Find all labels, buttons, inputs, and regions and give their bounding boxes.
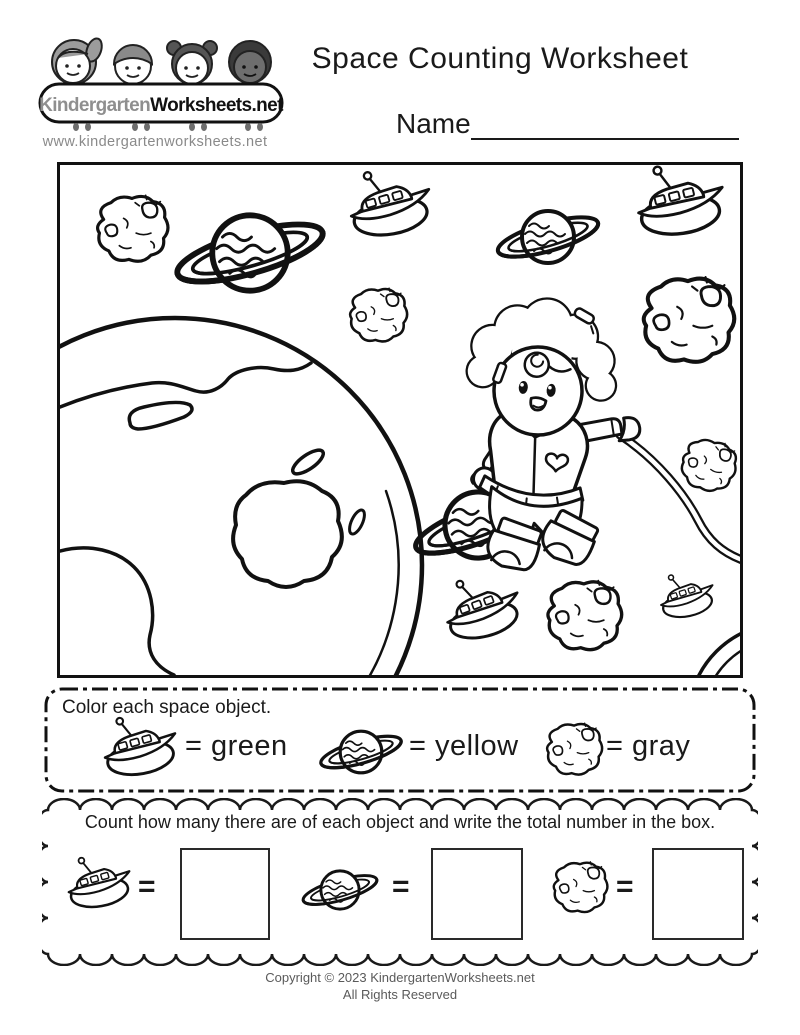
ringed-planet-icon	[294, 856, 386, 924]
color-key-green: = green	[185, 730, 288, 762]
equals-sign: =	[616, 870, 634, 903]
logo-kid-boy2	[229, 41, 271, 83]
ufo-icon	[344, 165, 435, 241]
answer-box-planet[interactable]	[431, 848, 523, 940]
equals-sign: =	[138, 870, 156, 903]
ufo-icon	[438, 568, 525, 645]
website-url: www.kindergartenworksheets.net	[42, 134, 268, 150]
asteroid-icon	[550, 858, 610, 920]
color-key-gray: = gray	[606, 730, 691, 762]
copyright-line1: Copyright © 2023 KindergartenWorksheets.net	[265, 970, 535, 985]
ufo-icon	[655, 567, 718, 621]
space-scene	[60, 165, 740, 675]
name-write-line[interactable]	[471, 108, 739, 140]
logo-feet	[73, 123, 263, 131]
logo-banner-text: KindergartenWorksheets.net	[39, 95, 283, 116]
logo-kid-girl2	[167, 41, 217, 84]
page-title: Space Counting Worksheet	[311, 42, 689, 75]
asteroid-icon	[677, 434, 740, 496]
ufo-icon	[633, 165, 728, 239]
count-activity-instruction: Count how many there are of each object and write the total number in the box.	[84, 812, 716, 832]
color-activity-instruction: Color each space object.	[62, 697, 272, 718]
answer-box-asteroid[interactable]	[652, 848, 744, 940]
logo-kid-girl1	[52, 36, 105, 84]
ufo-icon	[56, 852, 142, 924]
big-planet-icon	[60, 318, 422, 675]
asteroid-icon	[98, 195, 168, 261]
name-row	[396, 108, 739, 140]
logo-kid-boy1	[114, 45, 152, 84]
ringed-planet-icon	[172, 213, 328, 294]
copyright-footer	[100, 969, 700, 1003]
asteroid-icon	[644, 277, 735, 362]
asteroid-icon	[548, 581, 622, 650]
scene-frame	[57, 162, 743, 678]
copyright-line2: All Rights Reserved	[342, 987, 458, 1002]
asteroid-icon	[542, 718, 606, 784]
ringed-planet-icon	[494, 209, 602, 265]
kindergartenworksheets-logo	[36, 34, 288, 136]
ufo-icon	[92, 712, 188, 792]
answer-box-ufo[interactable]	[180, 848, 270, 940]
ringed-planet-icon	[312, 714, 410, 790]
corner-planet-icon	[688, 623, 740, 675]
color-key-yellow: = yellow	[409, 730, 519, 762]
asteroid-icon	[350, 288, 407, 341]
equals-sign: =	[392, 870, 410, 903]
name-label: Name	[396, 108, 471, 139]
